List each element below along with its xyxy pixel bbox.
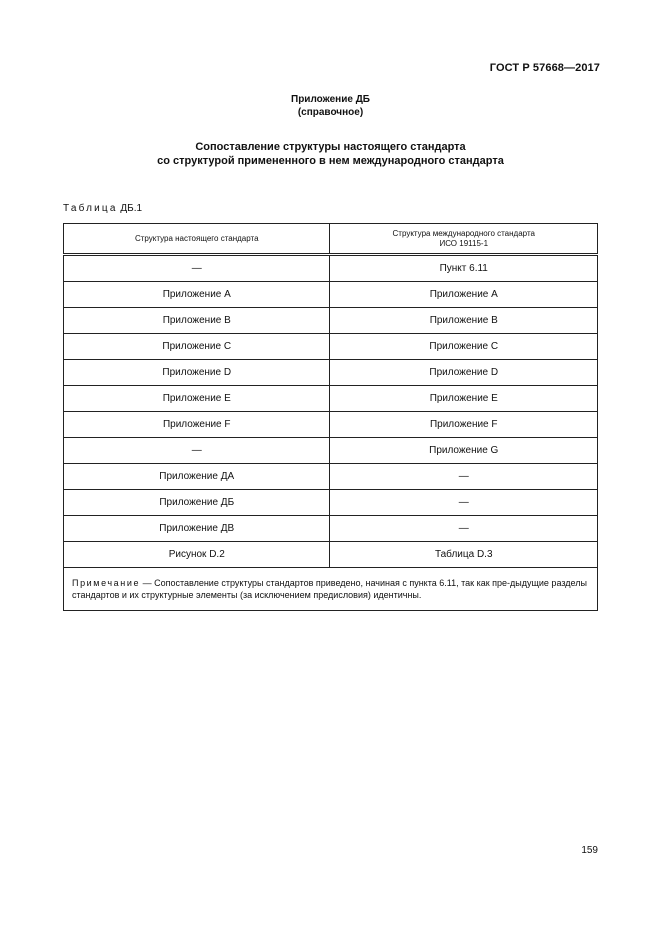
cell-current-standard: Приложение C — [64, 334, 330, 360]
table-row — [64, 308, 598, 334]
appendix-title: Приложение ДБ — [291, 94, 370, 105]
cell-current-standard: — — [64, 438, 330, 464]
table-header-row — [64, 224, 598, 255]
table-row — [64, 516, 598, 542]
section-title-line-2: со структурой примененного в нем международного стандарта — [157, 155, 504, 167]
cell-current-standard: Приложение ДА — [64, 464, 330, 490]
cell-international-standard: — — [330, 490, 598, 516]
appendix-subtitle: (справочное) — [297, 107, 364, 118]
document-code: ГОСТ Р 57668—2017 — [489, 62, 600, 74]
table-caption — [63, 203, 142, 214]
cell-current-standard: Рисунок D.2 — [64, 542, 330, 568]
table-note — [64, 568, 598, 611]
table-row — [64, 464, 598, 490]
cell-current-standard: Приложение F — [64, 412, 330, 438]
cell-international-standard: Приложение А — [330, 282, 598, 308]
cell-current-standard: Приложение ДВ — [64, 516, 330, 542]
note-label: Примечание — [72, 578, 141, 588]
note-text: — Сопоставление структуры стандартов приведено, начиная с пункта 6.11, так как пре-дыдущие разделы стандартов и их структурные элементы (за исключением предисловия) идентичны. — [72, 578, 587, 600]
table-row — [64, 438, 598, 464]
cell-international-standard: — — [330, 464, 598, 490]
table-row — [64, 386, 598, 412]
cell-international-standard: Приложение B — [330, 308, 598, 334]
appendix-heading — [0, 93, 661, 119]
table-caption-id: ДБ.1 — [120, 203, 143, 214]
table-row — [64, 490, 598, 516]
table-row — [64, 334, 598, 360]
header-international-standard — [330, 224, 598, 255]
comparison-table — [63, 223, 598, 611]
table-note-row — [64, 568, 598, 611]
cell-international-standard: Пункт 6.11 — [330, 255, 598, 282]
cell-international-standard: Приложение C — [330, 334, 598, 360]
table-row — [64, 360, 598, 386]
cell-current-standard: Приложение B — [64, 308, 330, 334]
cell-current-standard: Приложение E — [64, 386, 330, 412]
header-international-line-1: Структура международного стандарта — [392, 228, 535, 238]
table-caption-word: Таблица — [63, 203, 118, 214]
page-number: 159 — [581, 845, 598, 856]
cell-current-standard: — — [64, 255, 330, 282]
table-row — [64, 282, 598, 308]
header-current-standard: Структура настоящего стандарта — [64, 224, 330, 255]
table-row — [64, 412, 598, 438]
cell-current-standard: Приложение D — [64, 360, 330, 386]
section-title — [0, 140, 661, 168]
header-international-line-2: ИСО 19115-1 — [439, 238, 489, 248]
cell-international-standard: Таблица D.3 — [330, 542, 598, 568]
section-title-line-1: Сопоставление структуры настоящего стандарта — [195, 141, 466, 153]
cell-current-standard: Приложение ДБ — [64, 490, 330, 516]
table-row — [64, 542, 598, 568]
cell-international-standard: Приложение D — [330, 360, 598, 386]
cell-international-standard: Приложение E — [330, 386, 598, 412]
cell-international-standard: — — [330, 516, 598, 542]
cell-international-standard: Приложение F — [330, 412, 598, 438]
cell-current-standard: Приложение А — [64, 282, 330, 308]
cell-international-standard: Приложение G — [330, 438, 598, 464]
table-row — [64, 255, 598, 282]
